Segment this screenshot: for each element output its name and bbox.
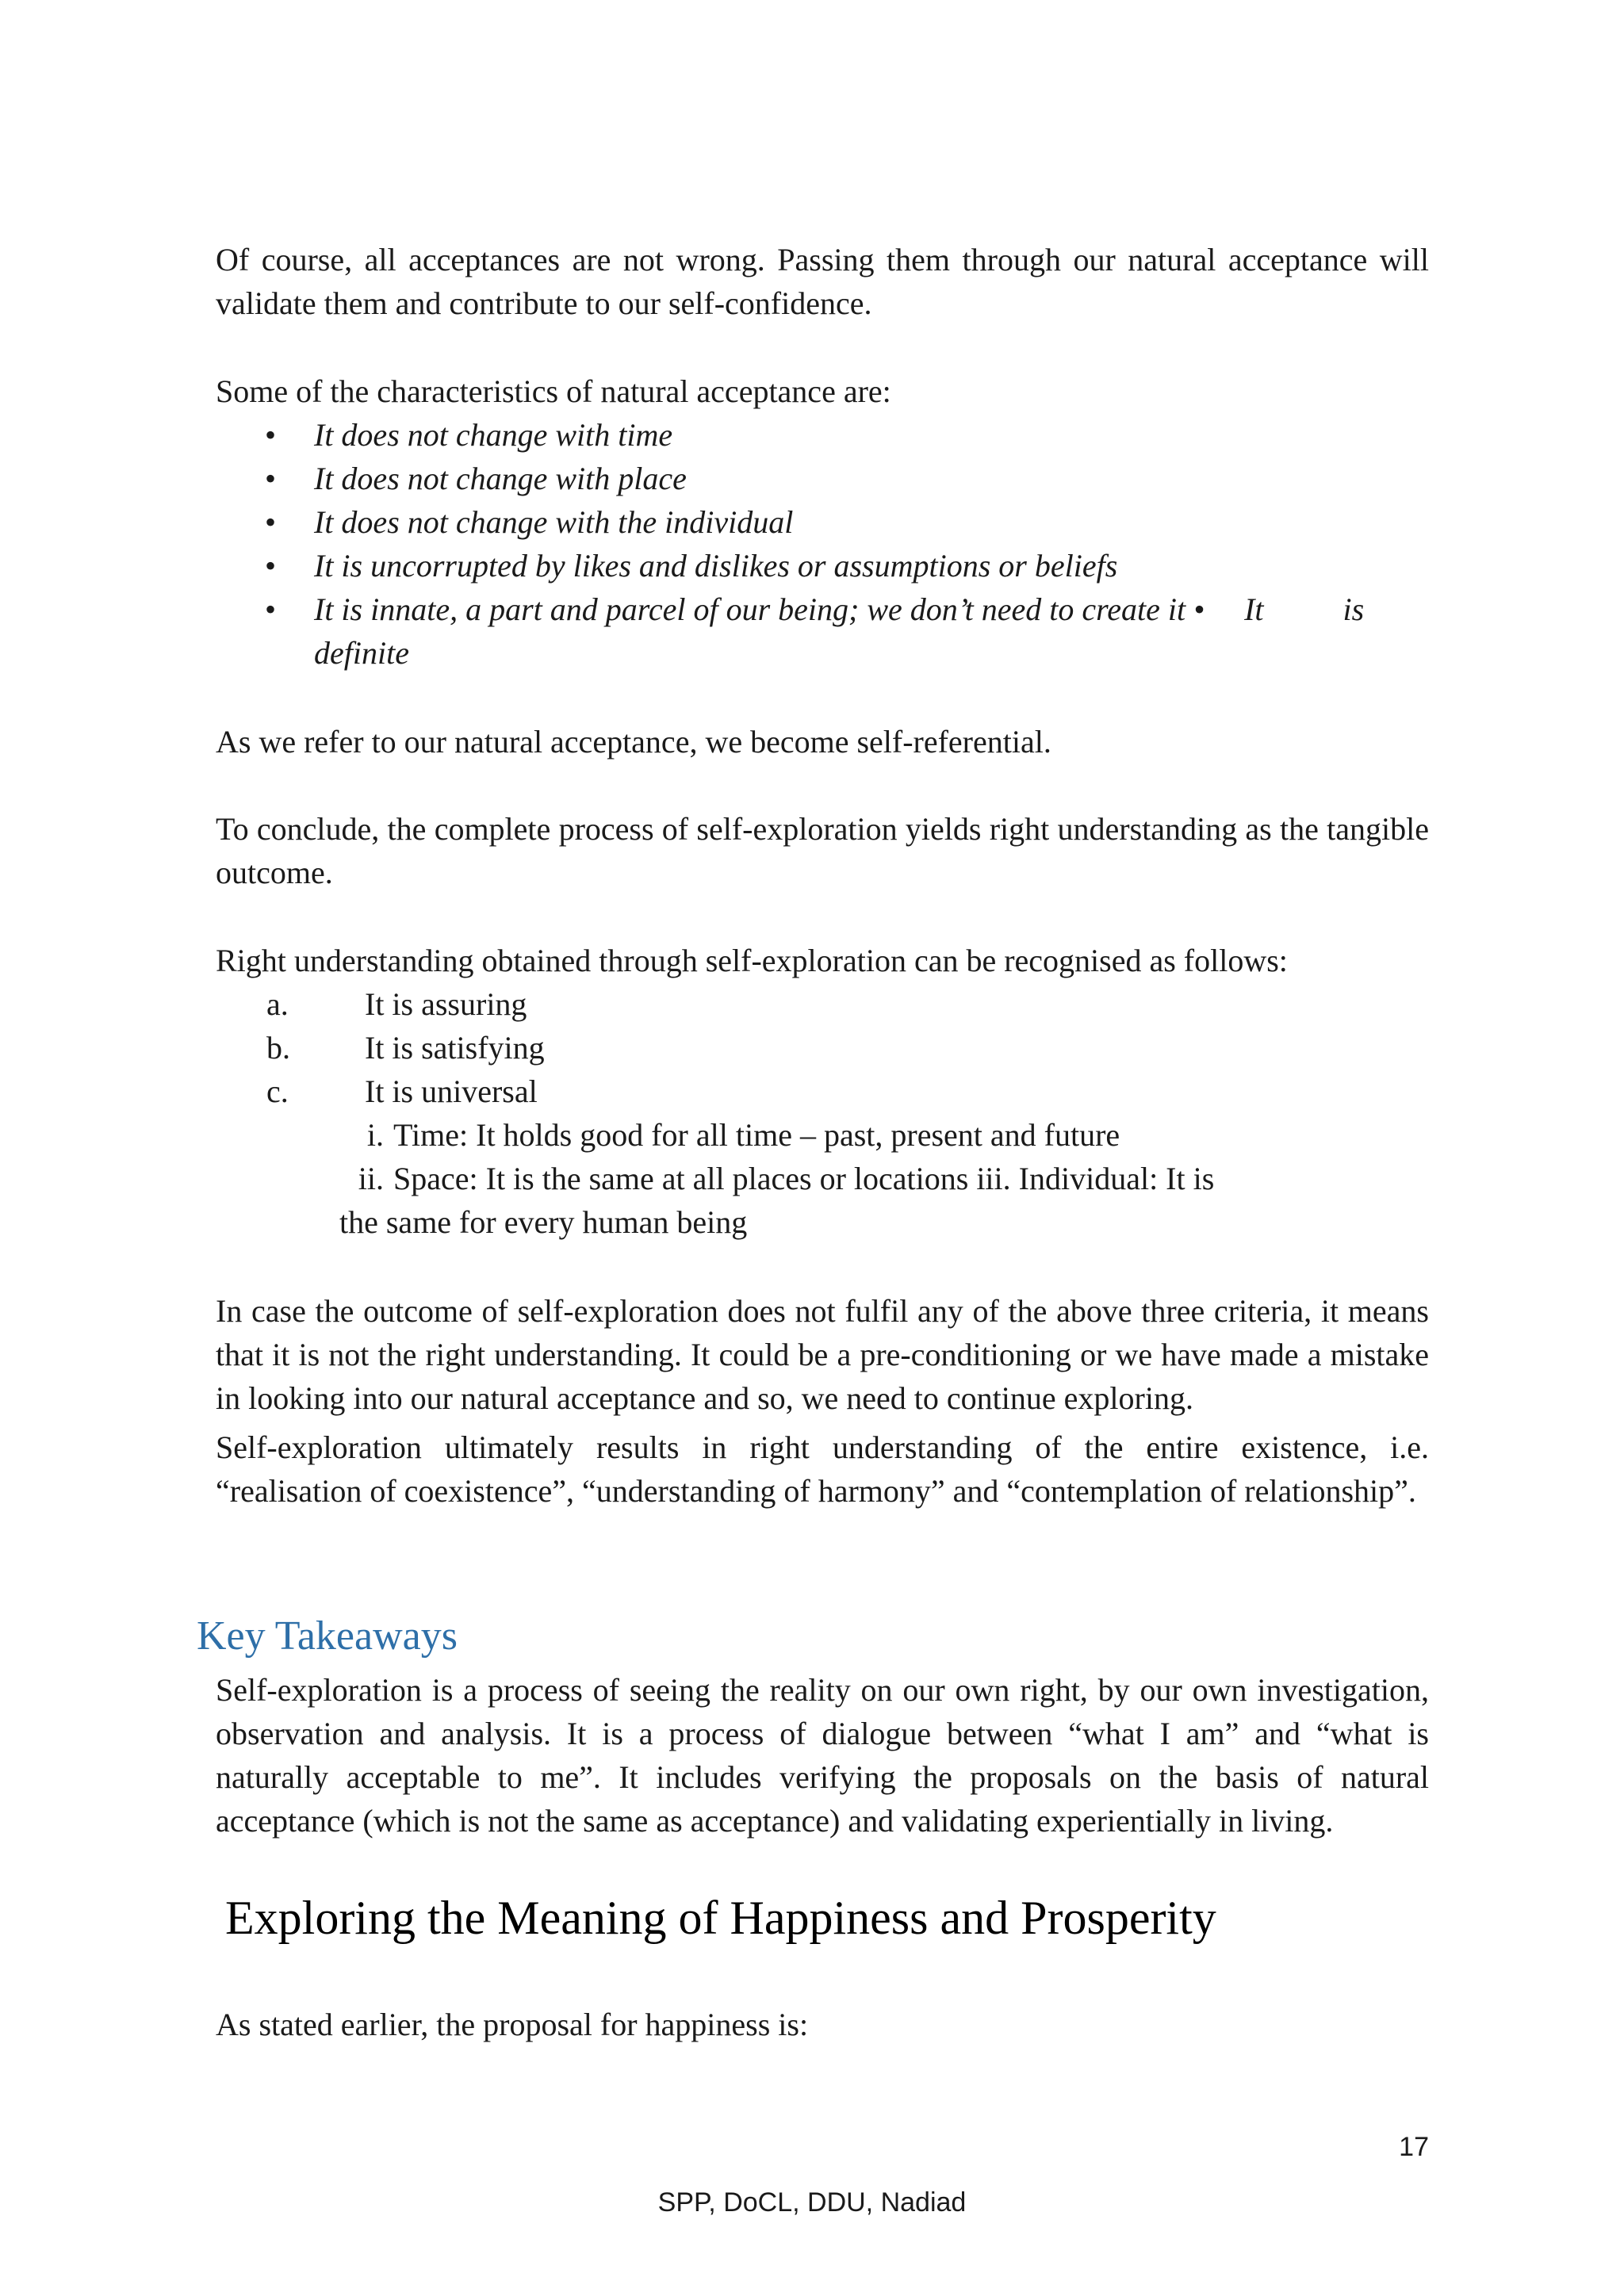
bullet-icon: •: [265, 504, 277, 540]
conclude-paragraph: To conclude, the complete process of self-exploration yields right understanding as the tangible outcome.: [216, 811, 1429, 890]
self-referential-paragraph: As we refer to our natural acceptance, we become self-referential.: [216, 724, 1051, 760]
bullet-icon: •: [265, 461, 277, 496]
in-case-paragraph: In case the outcome of self-exploration does not fulfil any of the above three criteria, it means that it is not the right understanding. It could be a pre-conditioning or we have made a mistake in looking into our natural acceptance and so, we need to continue exploring.: [216, 1293, 1429, 1416]
list-item: ii. Space: It is the same at all places or locations iii. Individual: It is: [358, 1161, 1215, 1196]
page-number: 17: [1399, 2132, 1429, 2162]
list-item: • It is uncorrupted by likes and dislikes or assumptions or beliefs: [216, 544, 1429, 587]
list-item: b. It is satisfying: [266, 1030, 545, 1066]
recognised-lead: Right understanding obtained through self-exploration can be recognised as follows:: [216, 943, 1288, 978]
takeaways-paragraph: Self-exploration is a process of seeing the reality on our own right, by our own investigation, observation and analysis. It is a process of dialogue between “what I am” and “what is naturally acceptable to me”. It includes verifying the proposals on the basis of natural acceptance (which is not the same as acceptance) and validating experientially in living.: [216, 1672, 1429, 1839]
list-item: • It does not change with time: [216, 413, 1429, 457]
intro-paragraph: Of course, all acceptances are not wrong. Passing them through our natural acceptance will validate them and contribute to our self-confidence.: [216, 242, 1429, 321]
bullet-icon: •: [265, 591, 277, 627]
list-item: a. It is assuring: [266, 986, 527, 1022]
key-takeaways-heading: Key Takeaways: [197, 1613, 458, 1659]
list-item: • It does not change with place: [216, 457, 1429, 500]
characteristics-lead: Some of the characteristics of natural acceptance are:: [216, 373, 891, 409]
recognition-list: [216, 982, 1167, 1113]
list-item: • It is innate, a part and parcel of our being; we don’t need to create it • It is: [216, 587, 1429, 631]
section-title: Exploring the Meaning of Happiness and Prosperity: [225, 1892, 1216, 1944]
characteristics-list: [216, 413, 1429, 675]
list-item-continuation: definite: [314, 635, 409, 671]
list-item: c. It is universal: [266, 1073, 538, 1109]
universal-sub-continuation: the same for every human being: [339, 1204, 748, 1240]
ultimately-paragraph: Self-exploration ultimately results in right understanding of the entire existence, i.e. “realisation of coexistence”, “understanding of harmony” and “contemplation of relationship”.: [216, 1429, 1429, 1509]
bullet-icon: •: [265, 417, 277, 453]
universal-sub-list: [339, 1113, 1291, 1200]
list-item: • It does not change with the individual: [216, 500, 1429, 544]
bullet-icon: •: [265, 548, 277, 584]
page-footer: SPP, DoCL, DDU, Nadiad: [657, 2187, 967, 2218]
list-item: i. Time: It holds good for all time – past, present and future: [366, 1117, 1120, 1153]
stated-earlier-paragraph: As stated earlier, the proposal for happiness is:: [216, 2007, 809, 2042]
